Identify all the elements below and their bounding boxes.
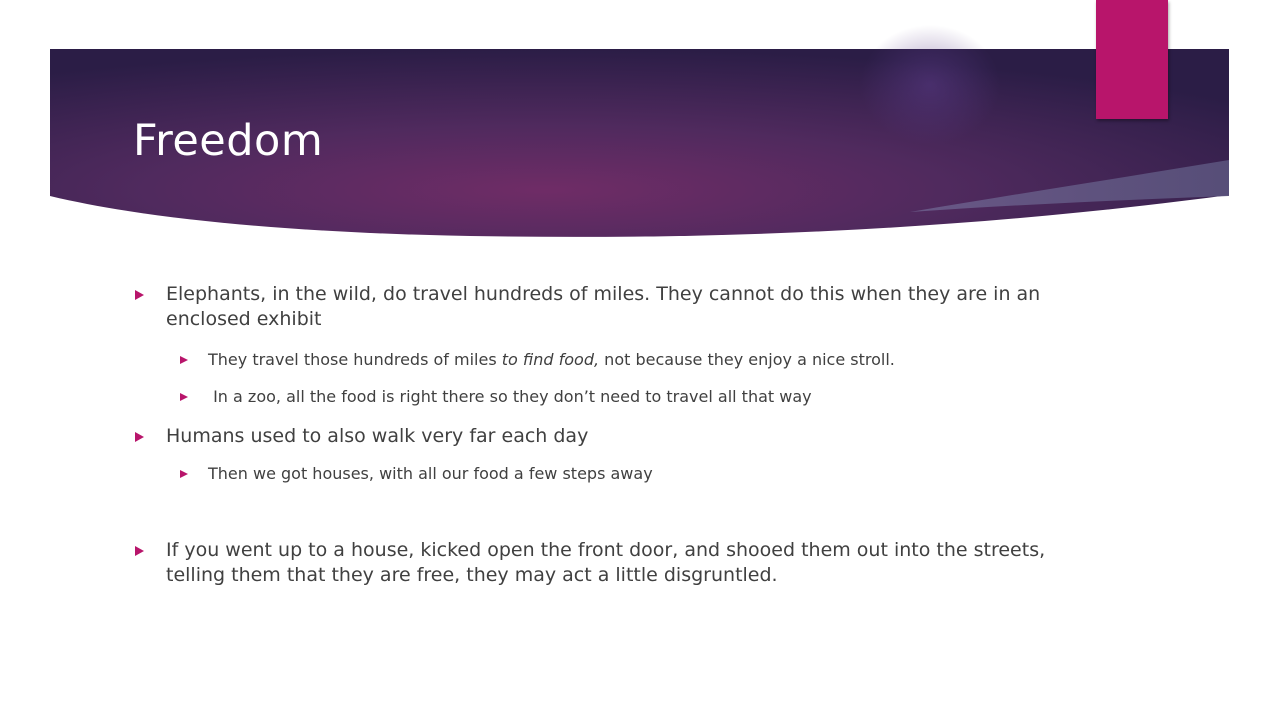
bullet-item: [166, 282, 1066, 332]
bullet-text-before: They travel those hundreds of miles: [208, 350, 502, 369]
bullet-item: [166, 538, 1066, 588]
triangle-bullet-icon: [180, 356, 188, 364]
triangle-bullet-icon: [135, 432, 144, 442]
bullet-text: Humans used to also walk very far each day: [166, 425, 589, 447]
bullet-text-italic: to find food,: [501, 350, 600, 369]
triangle-bullet-icon: [135, 546, 144, 556]
sub-bullet-item: [208, 349, 1068, 371]
bullet-text: In a zoo, all the food is right there so they don’t need to travel all that way: [208, 387, 812, 406]
triangle-bullet-icon: [135, 290, 144, 300]
sub-bullet-item: [208, 463, 1068, 485]
bullet-text: If you went up to a house, kicked open the front door, and shooed them out into the streets, telling them that they are free, they may act a little disgruntled.: [166, 539, 1046, 586]
triangle-bullet-icon: [180, 393, 188, 401]
sub-bullet-item: [208, 386, 1068, 408]
slide-title: Freedom: [133, 116, 324, 166]
bullet-text: Elephants, in the wild, do travel hundreds of miles. They cannot do this when they are in an enclosed exhibit: [166, 283, 1041, 330]
bullet-item: [166, 424, 1066, 449]
bullet-text: Then we got houses, with all our food a few steps away: [208, 464, 653, 483]
triangle-bullet-icon: [180, 470, 188, 478]
bullet-text-after: not because they enjoy a nice stroll.: [599, 350, 895, 369]
